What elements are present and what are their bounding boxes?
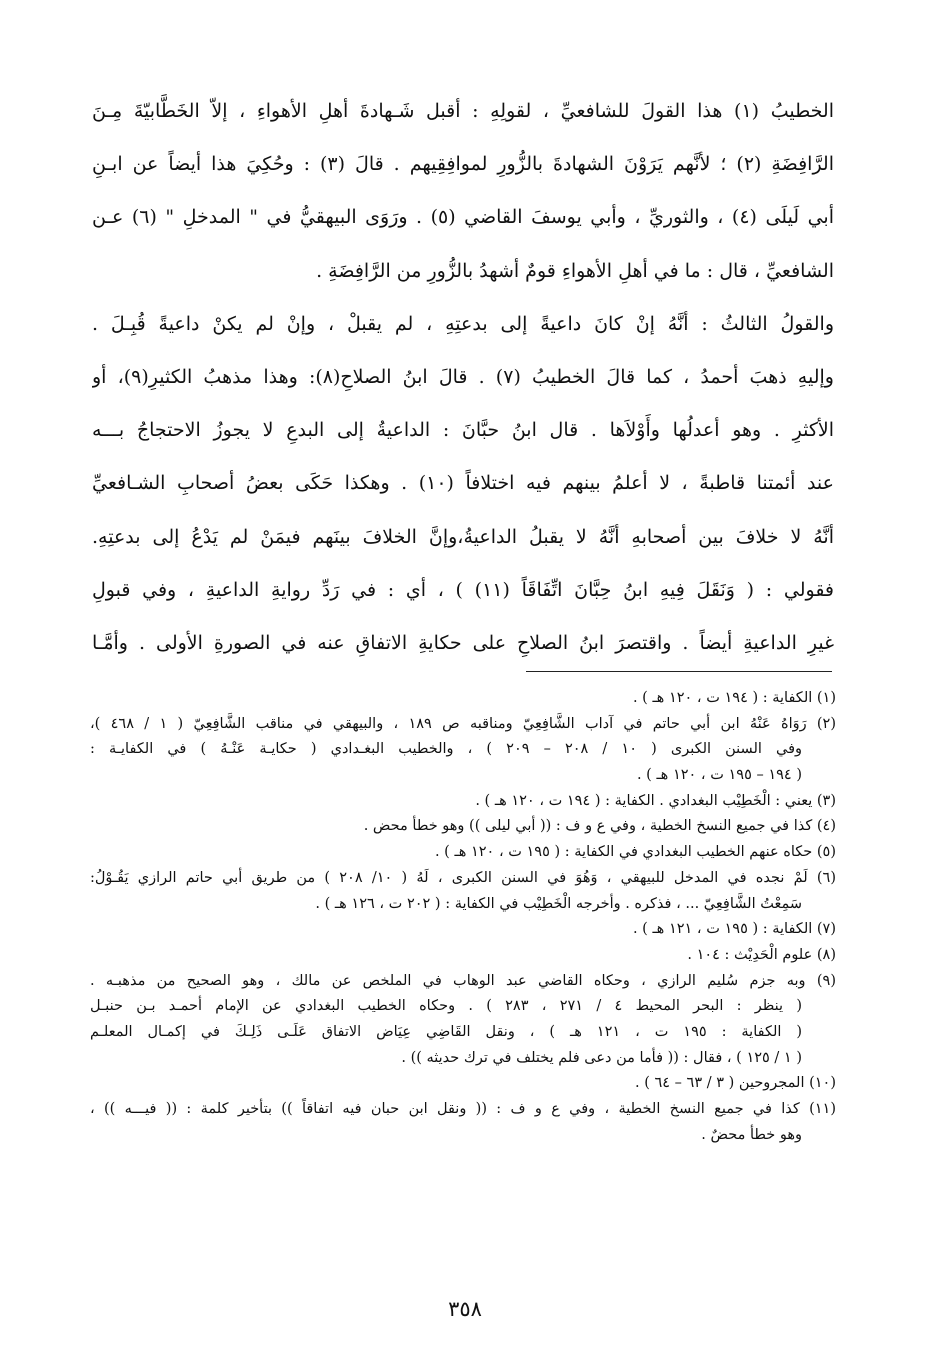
- footnote-line: ( الكفاية : ١٩٥ ت ، ١٢١ هـ ) ، ونقل القَاضِي عِيَاض الاتفاق عَلَـى ذَلِـكَ في إكمـال المعلـم: [90, 1023, 802, 1040]
- footnote-line: ( ينظر : البحر المحيط ٤ / ٢٧١ ، ٢٨٣ ) . وحكاه الخطيب البغدادي عن الإمام أحمـد بـن حنبـل: [90, 998, 803, 1015]
- footnote-line: ( ١ / ١٢٥ ) ، فقال : (( فأما من دعى فلم يختلف في ترك حديثه )) .: [401, 1049, 802, 1066]
- main-text-line: غيرِ الداعيةِ أيضاً . واقتصرَ ابنُ الصلاحِ على حكايةِ الاتفاقِ عنه في الصورةِ الأولى . وأمَّـا: [92, 631, 834, 654]
- footnote-line: (٩) وبه جزم سُليم الرازي ، وحكاه القاضي عبد الوهاب في الملخص عن مالك ، وهو الصحيح من مذهبـه .: [90, 972, 836, 989]
- main-text-line: عند أئمتنا قاطبةً ، لا أعلمُ بينهم فيه اختلافاً (١٠) . وهكذا حَكَى بعضُ أصحابِ الشـافعيِّ: [92, 472, 834, 495]
- footnote-line: (١) الكفاية : ( ١٩٤ ت ، ١٢٠ هـ ) .: [632, 690, 836, 706]
- main-text-line: الخطيبُ (١) هذا القولَ للشافعيِّ ، لقولِهِ : أقبل شَـهادةَ أهلِ الأهواءِ ، إلاّ الخَطَّابيّةَ مِـنَ: [92, 100, 834, 122]
- main-text-block: [92, 85, 834, 670]
- footnote-line: (١١) كذا في جميع النسخ الخطية ، وفي ع و ف : (( ونقل ابن حبان فيه اتفاقاً )) بتأخير كلمة : (( فيـــه )) ،: [90, 1101, 836, 1117]
- footnote-line: (٥) حكاه عنهم الخطيب البغدادي في الكفاية : ( ١٩٥ ت ، ١٢٠ هـ ) .: [434, 844, 836, 861]
- footnote-line: (٢) رَوَاهُ عَنْهُ ابن أبي حاتم في آداب الشَّافِعِيّ ومناقبه ص ١٨٩ ، والبيهقي في مناقب الشَّافِعِيّ ( ١ / ٤٦٨ )،: [90, 715, 836, 732]
- footnote-line: وفي السنن الكبرى ( ١٠ / ٢٠٨ – ٢٠٩ ) ، والخطيب البغـدادي ( حكايـة عَنْـهُ ) في الكفايـة :: [90, 741, 803, 758]
- main-text-line: والقولُ الثالثُ : أنَّهُ إنْ كانَ داعيةً إلى بدعتِهِ ، لم يقبلْ ، وإنْ لم يكنْ داعيةً قُبِـلَ .: [92, 312, 834, 335]
- main-text-line: فقولي : ( وَنَقَلَ فِيهِ ابنُ حِبَّانَ اتِّفَاقَاً (١١) ) ، أي : في رَدِّ روايةِ الداعيةِ ، وفي قبولِ: [92, 578, 834, 601]
- main-text-line: أبي لَيلَى (٤) ، والثوريِّ ، وأبي يوسفَ القاضي (٥) . ورَوَى البيهقيُّ في " المدخلِ " (٦) عـن: [92, 206, 834, 229]
- footnote-line: (٦) لَمْ نجده في المدخل للبيهقي ، وَهُوَ في السنن الكبرى ، لَهُ ( ١٠/ ٢٠٨ ) من طريق أبي حاتم الرازي يَقُـوْلُ:: [90, 869, 836, 886]
- main-text-line: الرَّافِضَةِ (٢) ؛ لأنَّهم يَرَوْنَ الشهادةَ بالزُّورِ لموافِقِيهم . قالَ (٣) : وحُكِيَ هذا أيضاً عن ابـنِ: [92, 153, 834, 176]
- page-number: ٣٥٨: [448, 1297, 482, 1321]
- footnote-line: (٣) يعني : الْخَطِيْب البغدادي . الكفاية : ( ١٩٤ ت ، ١٢٠ هـ ) .: [475, 792, 836, 809]
- footnote-line: (٨) علوم الْحَدِيْث : ١٠٤ .: [687, 946, 836, 963]
- footnote-line: ( ١٩٤ – ١٩٥ ت ، ١٢٠ هـ ) .: [636, 767, 802, 784]
- main-text-line: أنَّهُ لا خلافَ بين أصحابهِ أنَّهُ لا يقبلُ الداعيةُ،وإنَّ الخلافَ بينَهم فيمَنْ لم يَدْعُ إلى بدعتِهِ.: [92, 525, 834, 548]
- main-text-line: وإليهِ ذهبَ أحمدُ ، كما قالَ الخطيبُ (٧) . قالَ ابنُ الصلاحِ(٨): وهذا مذهبُ الكثيرِ(٩)، أو: [92, 365, 834, 388]
- footnote-line: (٤) كذا في جميع النسخ الخطية ، وفي ع و ف : (( أبي ليلى )) وهو خطأ محض .: [363, 818, 836, 835]
- footnote-line: (٧) الكفاية : ( ١٩٥ ت ، ١٢١ هـ ) .: [632, 921, 836, 938]
- footnote-separator: [526, 671, 832, 672]
- footnote-line: وهو خطأ محضٌ .: [701, 1126, 802, 1143]
- footnote-line: (١٠) المجروحين ( ٣ / ٦٣ – ٦٤ ) .: [635, 1075, 836, 1092]
- main-text-line: الشافعيِّ ، قال : ما في أهلِ الأهواءِ قومٌ أشهدُ بالزُّورِ من الرَّافِضَةِ .: [316, 259, 834, 282]
- footnotes-block: [90, 686, 836, 1148]
- main-text-line: الأكثرِ . وهو أعدلُها وأَوْلاَها . قال ابنُ حبَّانَ : الداعيةُ إلى البدعِ لا يجوزُ الاحتجاجُ بـــه: [92, 419, 834, 442]
- footnote-line: سَمِعْتُ الشَّافِعِيّ ... ، فذكره . وأخرجه الْخَطِيْب في الكفاية : ( ٢٠٢ ت ، ١٢٦ هـ ) .: [315, 895, 802, 912]
